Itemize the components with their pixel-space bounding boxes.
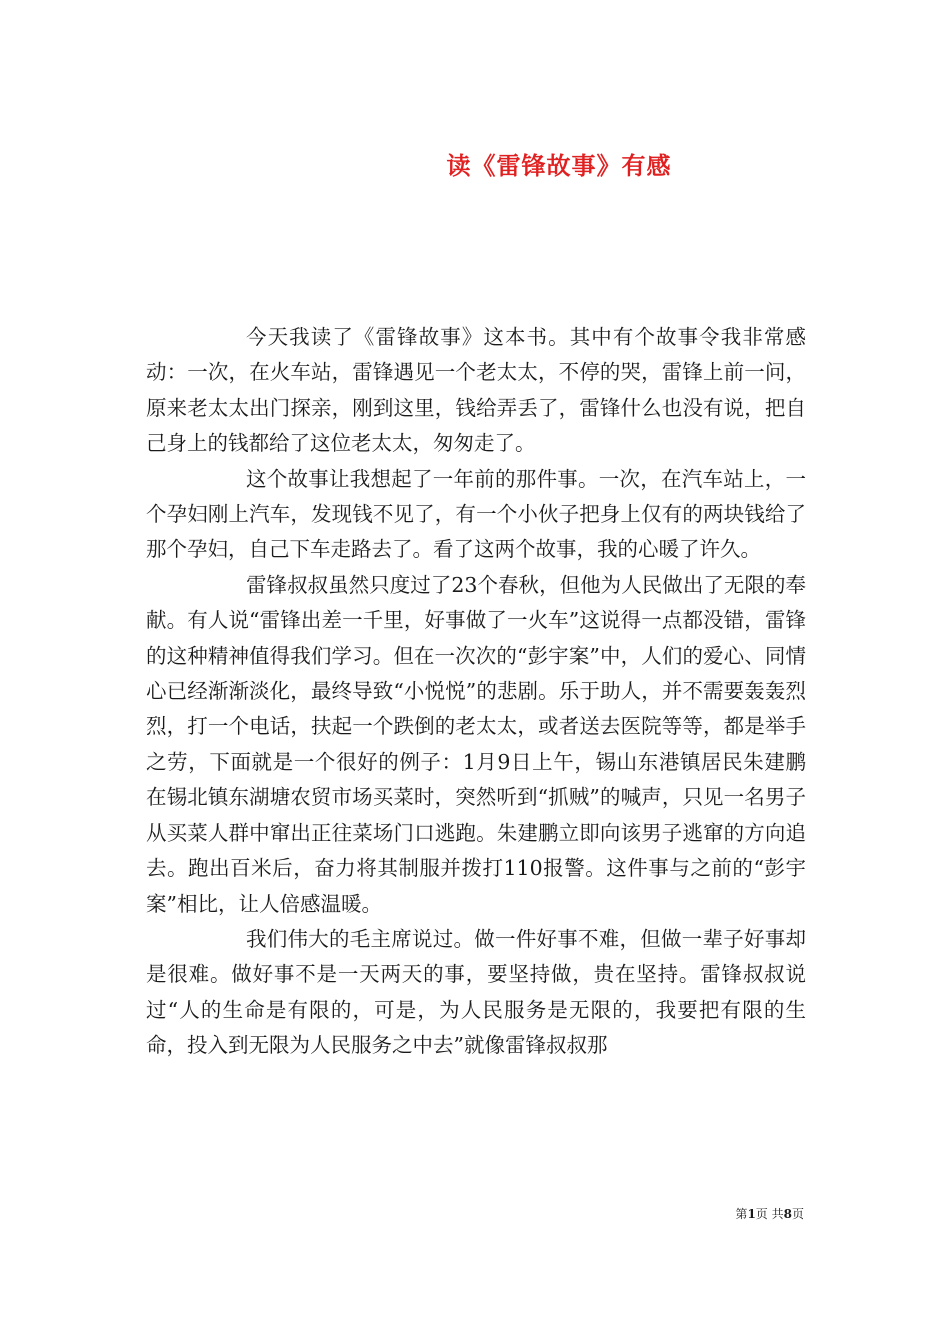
paragraph-2: 这个故事让我想起了一年前的那件事。一次，在汽车站上，一个孕妇刚上汽车，发现钱不见了，有一个小伙子把身上仅有的两块钱给了那个孕妇，自己下车走路去了。看了这两个故事，我的心暖了许久。 (146, 466, 806, 562)
document-title: 读《雷锋故事》有感 (446, 151, 672, 181)
footer-middle: 页 共 (755, 1207, 784, 1221)
document-body (146, 320, 806, 1064)
paragraph-1: 今天我读了《雷锋故事》这本书。其中有个故事令我非常感动：一次，在火车站，雷锋遇见一个老太太，不停的哭，雷锋上前一问，原来老太太出门探亲，刚到这里，钱给弄丢了，雷锋什么也没有说，把自己身上的钱都给了这位老太太，匆匆走了。 (146, 325, 806, 456)
footer-total-pages: 8 (783, 1207, 792, 1221)
footer-suffix: 页 (791, 1207, 804, 1221)
paragraph-4: 我们伟大的毛主席说过。做一件好事不难，但做一辈子好事却是很难。做好事不是一天两天的事，要坚持做，贵在坚持。雷锋叔叔说过“人的生命是有限的，可是，为人民服务是无限的，我要把有限的生命，投入到无限为人民服务之中去”就像雷锋叔叔那 (146, 926, 806, 1058)
footer-current-page: 1 (747, 1207, 756, 1221)
paragraph-3: 雷锋叔叔虽然只度过了23个春秋，但他为人民做出了无限的奉献。有人说“雷锋出差一千里，好事做了一火车”这说得一点都没错，雷锋的这种精神值得我们学习。但在一次次的“彭宇案”中，人们的爱心、同情心已经渐渐淡化，最终导致“小悦悦”的悲剧。乐于助人，并不需要轰轰烈烈，打一个电话，扶起一个跌倒的老太太，或者送去医院等等，都是举手之劳，下面就是一个很好的例子：1月9日上午，锡山东港镇居民朱建鹏在锡北镇东湖塘农贸市场买菜时，突然听到“抓贼”的喊声，只见一名男子从买菜人群中窜出正往菜场门口逃跑。朱建鹏立即向该男子逃窜的方向追去。跑出百米后，奋力将其制服并拨打110报警。这件事与之前的“彭宇案”相比，让人倍感温暖。 (146, 572, 806, 916)
footer-prefix: 第 (735, 1207, 748, 1221)
page-number-footer (735, 1206, 804, 1222)
